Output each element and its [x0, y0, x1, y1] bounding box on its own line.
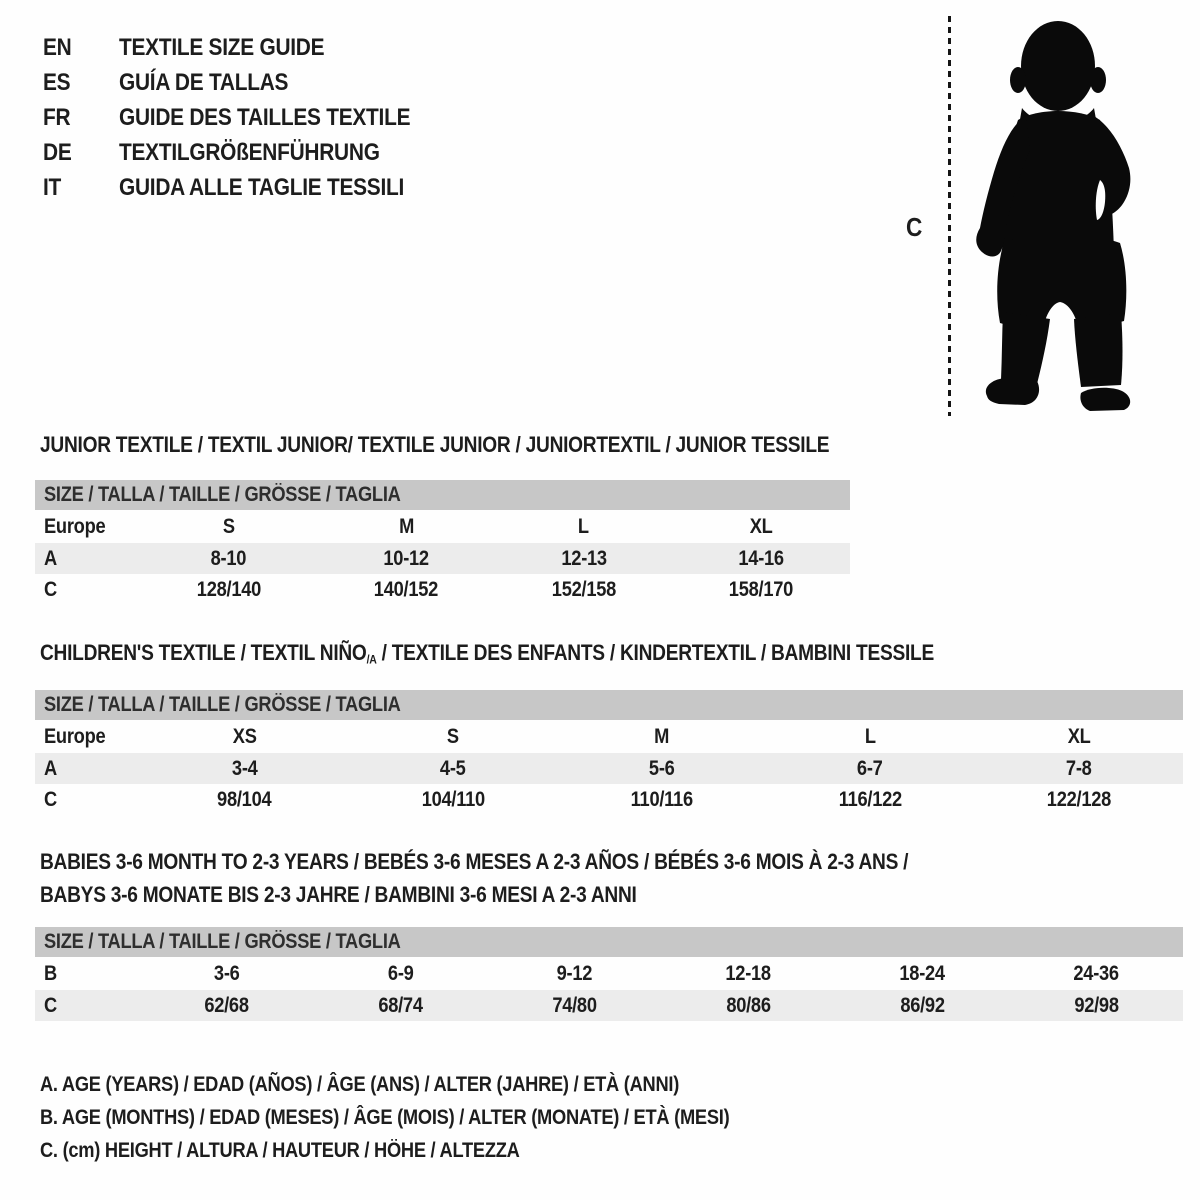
age-cell: 5-6 [648, 757, 675, 780]
months-cell: 24-36 [1073, 962, 1119, 985]
size-cell: S [222, 515, 235, 538]
junior-size-table [35, 480, 850, 605]
age-cell: 3-4 [231, 757, 258, 780]
language-code: EN [43, 34, 72, 61]
footnote-legend [40, 1068, 832, 1167]
height-measure-dashed-line [948, 16, 951, 416]
language-row-it [43, 170, 454, 205]
months-cell: 3-6 [214, 962, 240, 985]
age-cell: 12-13 [561, 547, 607, 570]
height-cell: 110/116 [630, 788, 693, 811]
age-cell: 6-7 [857, 757, 883, 780]
row-label: C [44, 788, 57, 811]
language-code: FR [43, 104, 71, 131]
size-header-label: SIZE / TALLA / TAILLE / GRÖSSE / TAGLIA [44, 483, 401, 506]
row-label: C [44, 994, 57, 1017]
toddler-silhouette-icon [962, 12, 1138, 418]
row-label: B [44, 962, 57, 985]
age-cell: 14-16 [738, 547, 784, 570]
height-cell: 80/86 [726, 994, 771, 1017]
table-row-europe [35, 510, 850, 543]
table-row-age [35, 753, 1183, 784]
height-cell: 98/104 [217, 788, 272, 811]
size-cell: XL [749, 515, 773, 538]
height-cell: 74/80 [552, 994, 597, 1017]
height-cell: 104/110 [421, 788, 485, 811]
guide-title-de: TEXTILGRÖßENFÜHRUNG [119, 139, 380, 166]
height-cell: 86/92 [900, 994, 945, 1017]
guide-title-es: GUÍA DE TALLAS [119, 69, 289, 96]
footnote-height-cm: C. (cm) HEIGHT / ALTURA / HAUTEUR / HÖHE / ALTEZZA [40, 1139, 520, 1162]
height-cell: 92/98 [1073, 994, 1119, 1017]
row-label: A [44, 757, 57, 780]
row-label: Europe [44, 725, 106, 748]
age-cell: 4-5 [440, 757, 466, 780]
size-header-bar [35, 927, 1183, 957]
guide-title-en: TEXTILE SIZE GUIDE [119, 34, 325, 61]
height-cell: 158/170 [729, 578, 794, 601]
height-cell: 140/152 [374, 578, 439, 601]
children-section-title: CHILDREN'S TEXTILE / TEXTIL $NIÑO_{/A}$ / TEXTILE DES ENFANTS / KINDERTEXTIL / BAMBINI TESSILE [40, 640, 934, 667]
babies-size-table [35, 927, 1183, 1021]
age-cell: 8-10 [210, 547, 247, 570]
height-cell: 68/74 [378, 994, 423, 1017]
months-cell: 12-18 [725, 962, 772, 985]
height-cell: 152/158 [551, 578, 616, 601]
size-cell: XL [1067, 725, 1091, 748]
size-header-bar [35, 480, 850, 510]
size-cell: XS [232, 725, 257, 748]
height-cell: 128/140 [196, 578, 261, 601]
table-row-height [35, 784, 1183, 815]
table-row-height [35, 574, 850, 605]
footnote-age-years: A. AGE (YEARS) / EDAD (AÑOS) / ÂGE (ANS) / ALTER (JAHRE) / ETÀ (ANNI) [40, 1073, 680, 1096]
size-cell: L [864, 725, 876, 748]
size-header-label: SIZE / TALLA / TAILLE / GRÖSSE / TAGLIA [44, 930, 401, 953]
table-row-months [35, 957, 1183, 990]
language-row-de [43, 135, 454, 170]
months-cell: 18-24 [899, 962, 945, 985]
height-cell: 62/68 [204, 994, 250, 1017]
title-subscript: /A [366, 652, 377, 667]
children-size-table [35, 690, 1183, 815]
age-cell: 10-12 [383, 547, 429, 570]
table-row-age [35, 543, 850, 574]
size-cell: L [578, 515, 590, 538]
size-header-label: SIZE / TALLA / TAILLE / GRÖSSE / TAGLIA [44, 693, 401, 716]
language-code: IT [43, 174, 62, 201]
size-cell: M [653, 725, 669, 748]
language-code: DE [43, 139, 72, 166]
guide-title-it: GUIDA ALLE TAGLIE TESSILI [119, 174, 405, 201]
months-cell: 6-9 [387, 962, 414, 985]
footnote-age-months: B. AGE (MONTHS) / EDAD (MESES) / ÂGE (MOIS) / ALTER (MONATE) / ETÀ (MESI) [40, 1106, 730, 1129]
table-row-europe [35, 720, 1183, 753]
guide-title-fr: GUIDE DES TAILLES TEXTILE [119, 104, 411, 131]
junior-section-title: JUNIOR TEXTILE / TEXTIL JUNIOR/ TEXTILE JUNIOR / JUNIORTEXTIL / JUNIOR TESSILE [40, 432, 830, 457]
row-label: A [44, 547, 57, 570]
height-cell: 116/122 [838, 788, 902, 811]
language-row-fr [43, 100, 454, 135]
size-cell: M [398, 515, 414, 538]
row-label: C [44, 578, 57, 601]
table-row-height [35, 990, 1183, 1021]
height-cell: 122/128 [1046, 788, 1111, 811]
language-row-es [43, 65, 454, 100]
row-label: Europe [44, 515, 106, 538]
language-row-en [43, 30, 454, 65]
size-cell: S [446, 725, 459, 748]
language-code: ES [43, 69, 71, 96]
language-title-list [43, 30, 454, 205]
height-measure-label: C [906, 212, 923, 242]
babies-section-title [40, 848, 1038, 908]
babies-title-line2: BABYS 3-6 MONATE BIS 2-3 JAHRE / BAMBINI 3-6 MESI A 2-3 ANNI [40, 882, 637, 907]
size-header-bar [35, 690, 1183, 720]
months-cell: 9-12 [556, 962, 593, 985]
babies-title-line1: BABIES 3-6 MONTH TO 2-3 YEARS / BEBÉS 3-6 MESES A 2-3 AÑOS / BÉBÉS 3-6 MOIS À 2-3 ANS / [40, 849, 909, 874]
age-cell: 7-8 [1065, 757, 1092, 780]
